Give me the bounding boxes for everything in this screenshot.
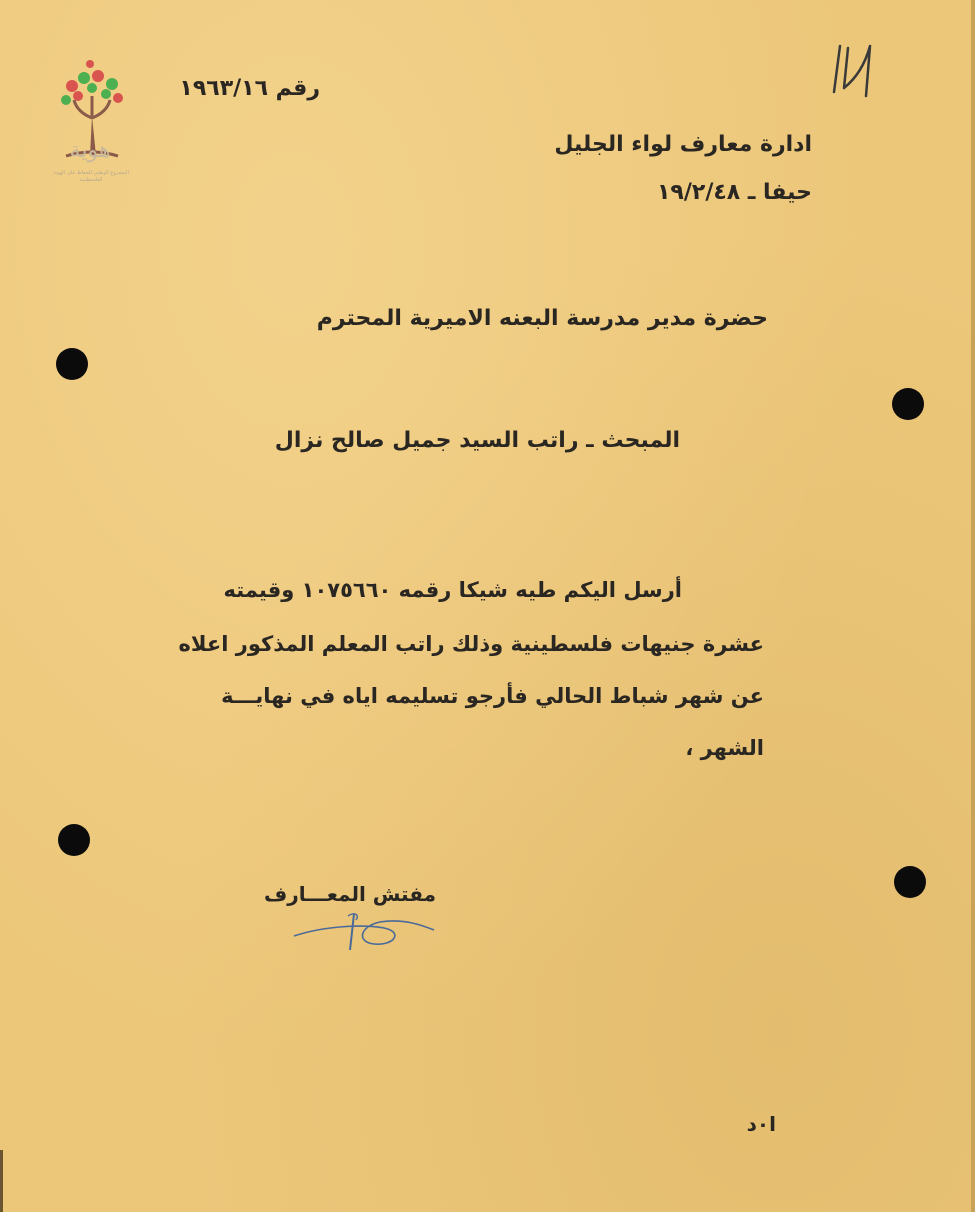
logo-wordmark: هوية: [69, 138, 111, 163]
subject-line: المبحث ـ راتب السيد جميل صالح نزال: [274, 428, 680, 453]
logo-subtitle: المشروع الوطني للحفاظ على الهوية الفلسطينية: [53, 170, 129, 183]
body-line: عن شهر شباط الحالي فأرجو تسليمه اياه في نهايـــة: [221, 684, 764, 708]
signature: [284, 906, 454, 956]
reference-number: رقم ١٩٦٣/١٦: [179, 76, 320, 101]
issuer-heading: ادارة معارف لواء الجليل: [554, 132, 812, 157]
body-line: عشرة جنيهات فلسطينية وذلك راتب المعلم المذكور اعلاه: [178, 632, 764, 656]
signature-title: مفتش المعـــارف: [263, 882, 436, 906]
body-line: أرسل اليكم طيه شيكا رقمه ١٠٧٥٦٦٠ وقيمته: [223, 578, 682, 602]
body-line: الشهر ،: [685, 736, 764, 760]
handwritten-page-number: [824, 40, 884, 100]
punch-hole: [892, 388, 924, 420]
page-edge-shadow: [0, 1150, 3, 1212]
place-date: حيفا ـ ١٩/٢/٤٨: [657, 180, 812, 205]
page-edge: [971, 0, 975, 1212]
punch-hole: [56, 348, 88, 380]
punch-hole: [894, 866, 926, 898]
punch-hole: [58, 824, 90, 856]
addressee-line: حضرة مدير مدرسة البعنه الاميرية المحترم: [316, 306, 768, 331]
footer-code: ا٠د: [746, 1112, 776, 1136]
tree-logo-icon: [52, 36, 132, 186]
